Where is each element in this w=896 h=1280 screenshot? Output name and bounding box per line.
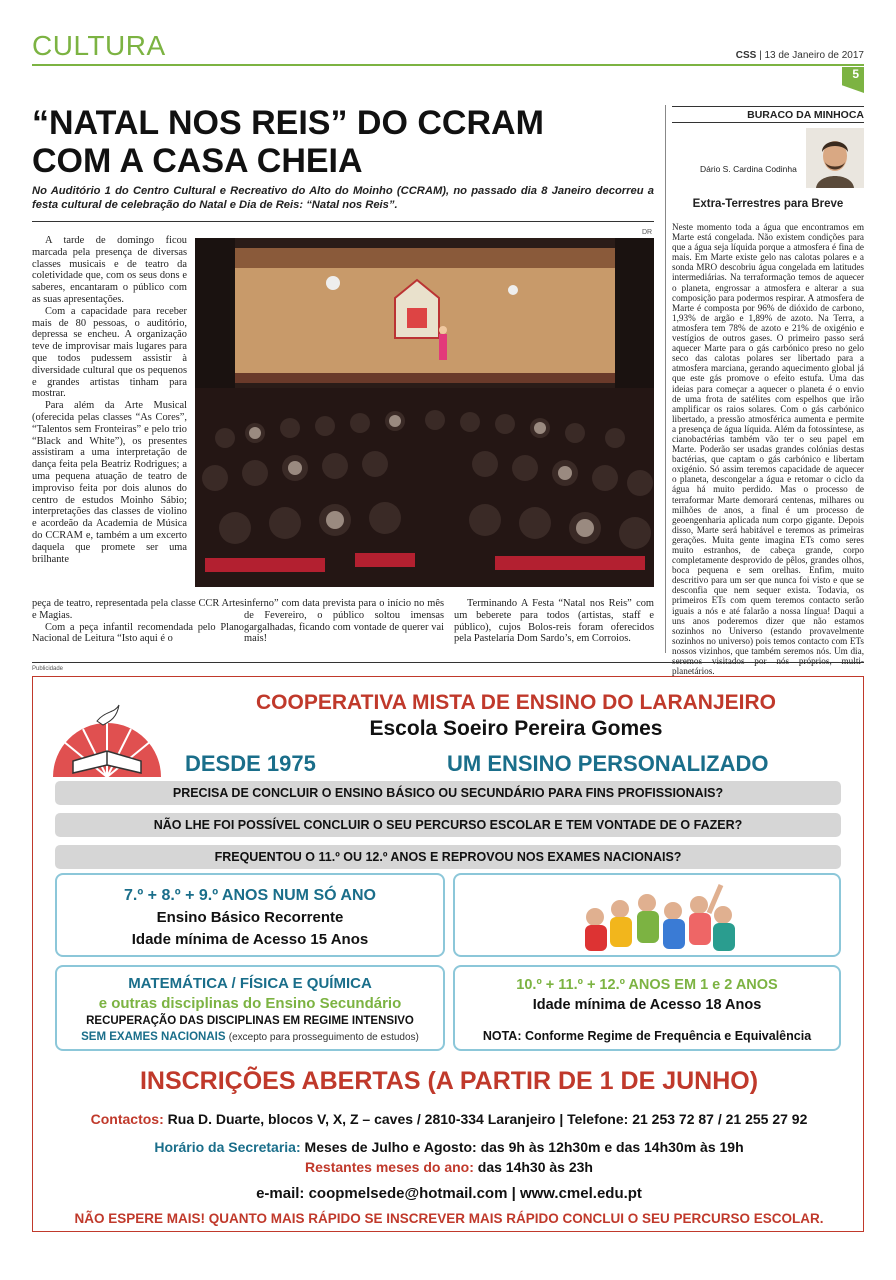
author-name: Dário S. Cardina Codinha (700, 164, 797, 174)
article-column-1-continued (32, 598, 244, 645)
office-hours-line-2 (33, 1159, 865, 1175)
offer-box-upper-secondary (453, 965, 841, 1051)
lead-rule (32, 221, 654, 222)
students-photo-box (453, 873, 841, 957)
slogan: UM ENSINO PERSONALIZADO (447, 751, 769, 776)
contacts-value: Rua D. Duarte, blocos V, X, Z – caves / 2810-334 Laranjeiro | Telefone: 21 253 72 87 / 21 255 27 92 (167, 1111, 808, 1127)
paragraph: A tarde de domingo ficou marcada pela presença de diversas classes musicais e de teatro da coletividade que, com os seus dons e saberes, encantaram o público com as suas apresentações. (32, 235, 187, 305)
other-months-value: das 14h30 às 23h (477, 1159, 593, 1175)
auditorium-photo (195, 238, 654, 587)
photo-credit: DR (642, 229, 653, 236)
offer-line: Ensino Básico Recorrente (156, 909, 344, 926)
office-hours-label: Horário da Secretaria: (154, 1139, 301, 1155)
offer-line: Idade mínima de Acesso 15 Anos (131, 931, 369, 948)
article-column-3 (454, 598, 654, 645)
closing-slogan: NÃO ESPERE MAIS! QUANTO MAIS RÁPIDO SE INSCREVER MAIS RÁPIDO CONCLUI O SEU PERCURSO ESCOLAR. (74, 1211, 824, 1226)
email-web-line (33, 1185, 865, 1202)
email-link[interactable]: e-mail: coopmelsede@hotmail.com (256, 1185, 508, 1202)
school-cooperative-title: COOPERATIVA MISTA DE ENSINO DO LARANJEIRO (256, 691, 776, 714)
header-rule (32, 64, 864, 66)
sidebar-divider (665, 105, 666, 653)
separator: | (511, 1185, 516, 1202)
issue-date: 13 de Janeiro de 2017 (764, 50, 864, 61)
offer-box-secondary (55, 965, 445, 1051)
auditorium-illustration (195, 238, 654, 587)
advertisement (32, 676, 864, 1232)
author-photo (806, 128, 864, 188)
offer-heading: MATEMÁTICA / FÍSICA E QUÍMICA (128, 975, 372, 992)
book-dove-logo (53, 691, 161, 777)
offer-note (57, 1031, 443, 1043)
column-text: Neste momento toda a água que encontramos em Marte está congelada. Não existem condições para que a água seja líquida porque a atmosfera é fina de mais. Em Marte existe gelo nas calotas polares e a sonda MRO descobriu água congelada em latitudes intermediárias. Na terraformação temos de aquecer o planeta, engrossar a atmosfera e alterar a sua composição para podermos respirar. A atmosfera de Marte é composta por 96% de dióxido de carbono, 1,93% de argão e 1,89% de azoto. Na Terra, a atmosfera tem 78% de azoto e 21% de oxigénio e vestígios de outros gases. O primeiro passo será aquecer Marte para o gás carbónico preso no gelo seco das calotas polares ser libertado para a atmosfera marciana, gerando aquecimento global já que este gás promove o efeito estufa. Uma das ideias para começar a aquecer o planeta é o envio de uma frota de satélites com espelhos que irão amplificar os raios solares. Com o gás carbónico libertado, a pressão atmosférica aumenta e permite a presença de água líquida. Além da fotossíntese, as cianobactérias também vão ter o seu papel em Marte. Poderão ser usadas grandes colónias destas bactérias, que captam o gás carbónico e libertam oxigénio. Só assim teremos capacidade de aquecer o planeta, descongelar a água e retomar o ciclo da água há muito perdido. Mas o processo de terraformar Marte demorará centenas, milhares ou milhões de anos, a final é um processo de geoengenharia aplicada num corpo gigante. Depois disso, Marte será habitável e teremos as primeiras gerações. Muita gente imagina ETs como seres muito estranhos, de cabeça grande, corpo completamente desprovido de pêlos, grandes olhos, boca pequena e sem orelhas. Enfim, muito descritivo para um ser que nunca foi visto e que se desconfia que nem sequer exista. Todavia, os primeiros ETs com quem teremos contacto serão iguais a nós e até falarão a nossa língua! Daqui a uns anos poderemos dizer que não estamos sozinhos no Universo (estando provavelmente sozinhos no universo) pois temos contacto com ETs nossos vizinhos, que também seremos nós. Um dia, planetários. (672, 222, 864, 677)
article-headline (32, 104, 652, 180)
column-title: Extra-Terrestres para Breve (692, 198, 844, 210)
offer-subheading: e outras disciplinas do Ensino Secundário (98, 995, 402, 1012)
offer-heading: 10.º + 11.º + 12.º ANOS EM 1 e 2 ANOS (516, 977, 778, 993)
office-hours-line (33, 1139, 865, 1155)
school-logo (53, 691, 161, 777)
offer-box-basic (55, 873, 445, 957)
no-exams-note: (excepto para prosseguimento de estudos) (228, 1032, 419, 1043)
school-name: Escola Soeiro Pereira Gomes (369, 717, 663, 740)
offer-line: RECUPERAÇÃO DAS DISCIPLINAS EM REGIME INTENSIVO (86, 1015, 414, 1027)
paragraph: inferno” com data prevista para o início no mês de Fevereiro, o público soltou imensas gargalhadas, ficando com vontade de querer vai mais! (244, 598, 444, 645)
offer-note: NOTA: Conforme Regime de Frequência e Equivalência (482, 1029, 812, 1043)
enrollment-banner: INSCRIÇÕES ABERTAS (A PARTIR DE 1 DE JUNHO) (139, 1067, 759, 1095)
website-link[interactable]: www.cmel.edu.pt (519, 1185, 642, 1202)
office-hours-value: Meses de Julho e Agosto: das 9h às 12h30m e das 14h30m às 19h (304, 1139, 744, 1155)
offer-line: Idade mínima de Acesso 18 Anos (532, 997, 762, 1013)
students-group-image (455, 875, 839, 955)
paper-name: CSS (735, 50, 757, 61)
headline-line-2: COM A CASA CHEIA (32, 142, 363, 180)
paragraph: Com a peça infantil recomendada pelo Plano Nacional de Leitura “Isto aqui é o (32, 621, 244, 645)
other-months-label: Restantes meses do ano: (305, 1159, 474, 1175)
question-bar: FREQUENTOU O 11.º OU 12.º ANOS E REPROVOU NOS EXAMES NACIONAIS? (55, 845, 841, 869)
section-title: CULTURA (32, 30, 166, 61)
article-lead: No Auditório 1 do Centro Cultural e Recreativo do Alto do Moinho (CCRAM), no passado dia 8 Janeiro decorreu a festa cultural de celebração do Natal e Dia de Reis: “Natal nos Reis”. (32, 185, 654, 211)
paragraph: Com a capacidade para receber mais de 80 pessoas, o auditório, depressa se encheu. A organização teve de improvisar mais lugares para que todos pudessem assistir à diversidade cultural que os pequenos e grandes artistas tinham para mostrar. (32, 305, 187, 400)
headline-line-1: “NATAL NOS REIS” DO CCRAM (32, 104, 544, 142)
header-info: CSS | 13 de Janeiro de 2017 (735, 50, 864, 61)
author-portrait (806, 128, 864, 188)
page-number: 5 (852, 67, 859, 81)
offer-heading: 7.º + 8.º + 9.º ANOS NUM SÓ ANO (124, 887, 376, 904)
article-column-2 (244, 598, 444, 645)
bottom-rule (32, 662, 864, 663)
article-column-1 (32, 235, 187, 565)
since-year: DESDE 1975 (185, 751, 316, 776)
column-header: BURACO DA MINHOCA (672, 106, 864, 123)
advert-label: Publicidade (32, 666, 64, 672)
contacts-label: Contactos: (90, 1111, 164, 1127)
question-bar: PRECISA DE CONCLUIR O ENSINO BÁSICO OU SECUNDÁRIO PARA FINS PROFISSIONAIS? (55, 781, 841, 805)
paragraph: Para além da Arte Musical (oferecida pelas classes “As Cores”, “Talentos sem Fronteiras” e pelo trio “Black and White”), os presentes assistiram a uma interpretação de dança feita pela Beatriz Rodrigues; a uma pequena atuação de teatro de improviso feita por dois alunos do centro de estudos Moinho Sábio; interpretações das classes de violino e acordeão da Academia de Música do CCRAM e, também a um excerto daquela que promete ser uma brilhante (32, 400, 187, 565)
no-exams-label: SEM EXAMES NACIONAIS (81, 1031, 226, 1043)
question-bar: NÃO LHE FOI POSSÍVEL CONCLUIR O SEU PERCURSO ESCOLAR E TEM VONTADE DE O FAZER? (55, 813, 841, 837)
paragraph: peça de teatro, representada pela classe CCR Artes e Magias. (32, 598, 244, 621)
paragraph: Terminando A Festa “Natal nos Reis” com um beberete para todos (artistas, staff e público), cujos Bolos-reis foram oferecidos pela Pastelaria Dom Sardo’s, em Corroios. (454, 598, 654, 645)
contacts-line (33, 1111, 865, 1127)
